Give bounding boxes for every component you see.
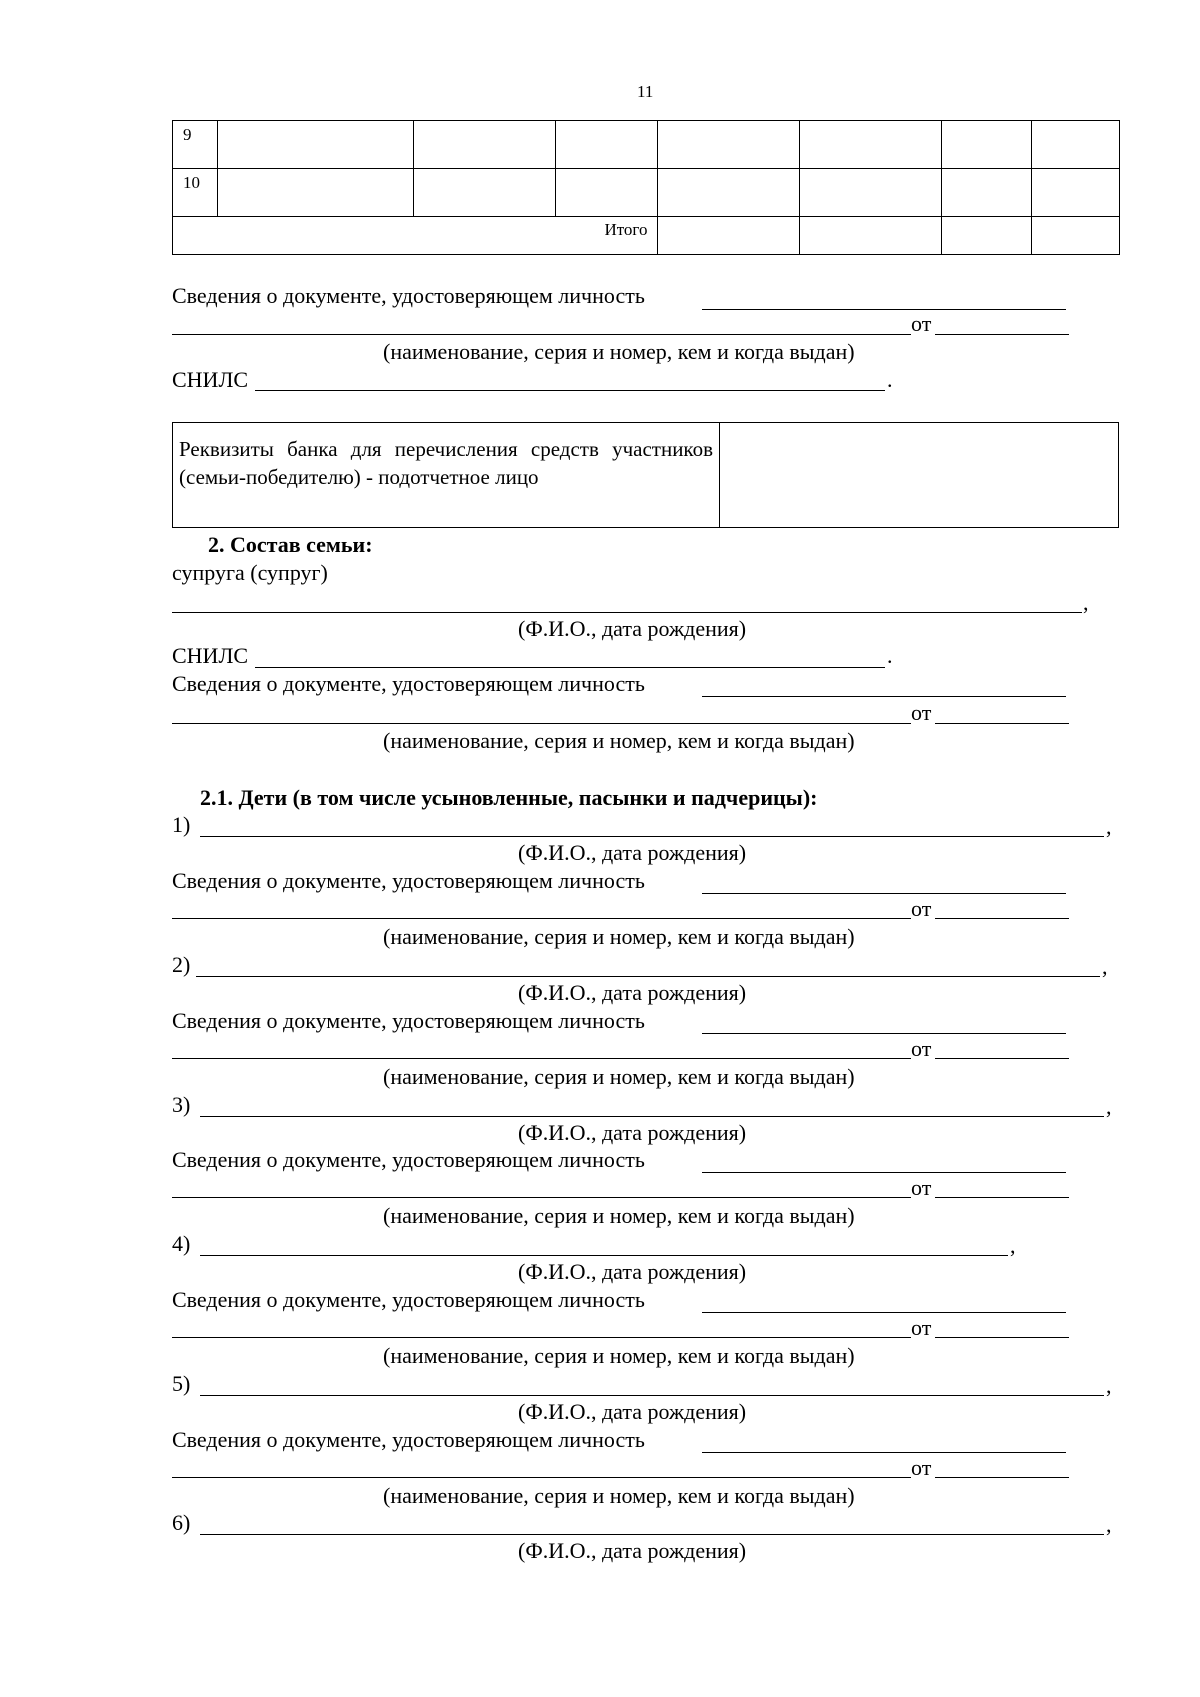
child-doc-details-field[interactable] [172,918,911,919]
from-label: от [911,700,932,725]
child-number: 2) [172,952,191,977]
child-fio-field[interactable] [200,1255,1008,1256]
child-number: 1) [172,812,191,837]
comma: , [1106,814,1112,839]
doc-caption: (наименование, серия и номер, кем и когда выдан) [383,1343,855,1368]
child-doc-field[interactable] [702,1172,1066,1173]
doc-label: Сведения о документе, удостоверяющем личность [172,1147,645,1172]
from-label: от [911,1036,932,1061]
snils-label: СНИЛС [172,367,249,392]
child-doc-details-field[interactable] [172,1197,911,1198]
period: . [887,367,893,392]
spouse-fio-field[interactable] [172,612,1082,613]
spouse-issue-date-field[interactable] [935,723,1069,724]
child-doc-field[interactable] [702,1033,1066,1034]
period: . [887,643,893,668]
child-fio-field[interactable] [200,1116,1104,1117]
child-doc-details-field[interactable] [172,1477,911,1478]
fio-caption: (Ф.И.О., дата рождения) [518,616,747,641]
fio-caption: (Ф.И.О., дата рождения) [518,1259,747,1284]
child-doc-field[interactable] [702,1452,1066,1453]
child-fio-field[interactable] [200,1395,1104,1396]
section-2-1-title: 2.1. Дети (в том числе усыновленные, пасынки и падчерицы): [200,785,818,810]
doc-label: Сведения о документе, удостоверяющем личность [172,1427,645,1452]
child-number: 4) [172,1231,191,1256]
doc-label: Сведения о документе, удостоверяющем личность [172,671,645,696]
issue-date-field[interactable] [935,334,1069,335]
table-row [173,169,1120,217]
doc-label: Сведения о документе, удостоверяющем личность [172,1287,645,1312]
from-label: от [911,1455,932,1480]
child-issue-date-field[interactable] [935,1477,1069,1478]
doc-label: Сведения о документе, удостоверяющем личность [172,1008,645,1033]
row-number: 9 [173,121,218,169]
section-2-title: 2. Состав семьи: [208,532,373,557]
from-label: от [911,311,932,336]
row-number: 10 [173,169,218,217]
from-label: от [911,896,932,921]
comma: , [1106,1512,1112,1537]
child-fio-field[interactable] [196,976,1100,977]
comma: , [1102,954,1108,979]
spouse-doc-field[interactable] [702,696,1066,697]
doc-caption: (наименование, серия и номер, кем и когда выдан) [383,924,855,949]
doc-details-field[interactable] [172,334,911,335]
spouse-snils-field[interactable] [255,667,885,668]
doc-caption: (наименование, серия и номер, кем и когда выдан) [383,1064,855,1089]
doc-caption: (наименование, серия и номер, кем и когда выдан) [383,339,855,364]
from-label: от [911,1175,932,1200]
child-issue-date-field[interactable] [935,1197,1069,1198]
total-label: Итого [173,217,658,255]
total-row [173,217,1120,255]
bank-details-label: Реквизиты банка для перечисления средств участников (семьи-победителю) - подотчетное лицо [173,423,720,527]
doc-caption: (наименование, серия и номер, кем и когда выдан) [383,728,855,753]
doc-label: Сведения о документе, удостоверяющем личность [172,283,645,308]
doc-field[interactable] [702,309,1066,310]
doc-caption: (наименование, серия и номер, кем и когда выдан) [383,1483,855,1508]
from-label: от [911,1315,932,1340]
child-fio-field[interactable] [200,1534,1104,1535]
comma: , [1083,590,1089,615]
child-number: 5) [172,1371,191,1396]
fio-caption: (Ф.И.О., дата рождения) [518,840,747,865]
snils-field[interactable] [255,390,885,391]
fio-caption: (Ф.И.О., дата рождения) [518,980,747,1005]
doc-caption: (наименование, серия и номер, кем и когда выдан) [383,1203,855,1228]
child-issue-date-field[interactable] [935,918,1069,919]
child-issue-date-field[interactable] [935,1337,1069,1338]
child-fio-field[interactable] [200,836,1104,837]
page-number: 11 [637,82,654,101]
spouse-doc-details-field[interactable] [172,723,911,724]
comma: , [1106,1094,1112,1119]
child-doc-details-field[interactable] [172,1058,911,1059]
child-doc-details-field[interactable] [172,1337,911,1338]
bank-details-table [172,422,1119,528]
comma: , [1010,1233,1016,1258]
fio-caption: (Ф.И.О., дата рождения) [518,1399,747,1424]
fio-caption: (Ф.И.О., дата рождения) [518,1538,747,1563]
child-issue-date-field[interactable] [935,1058,1069,1059]
comma: , [1106,1373,1112,1398]
spouse-label: супруга (супруг) [172,560,328,585]
child-number: 6) [172,1510,191,1535]
data-table [172,120,1120,255]
child-number: 3) [172,1092,191,1117]
child-doc-field[interactable] [702,893,1066,894]
fio-caption: (Ф.И.О., дата рождения) [518,1120,747,1145]
child-doc-field[interactable] [702,1312,1066,1313]
doc-label: Сведения о документе, удостоверяющем личность [172,868,645,893]
snils-label: СНИЛС [172,643,249,668]
table-row [173,121,1120,169]
